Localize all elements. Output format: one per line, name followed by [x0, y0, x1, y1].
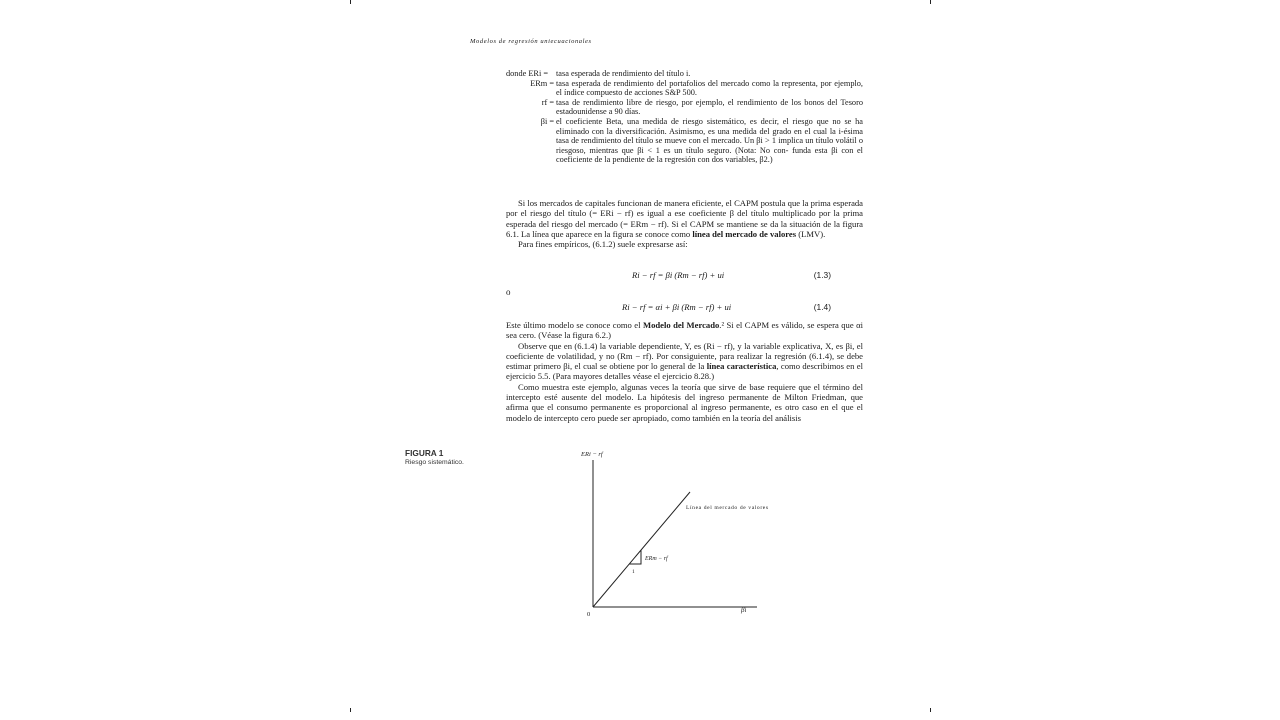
- figure-caption-subtitle: Riesgo sistemático.: [405, 459, 464, 466]
- paragraph-text: (LMV).: [796, 228, 826, 239]
- equation-number: (1.3): [813, 270, 831, 280]
- term-lmv: línea del mercado de valores: [692, 228, 797, 239]
- definition-term: βi =: [540, 116, 554, 126]
- paragraph-text: .² Si el CAPM es válido, se espera que αi sea cero. (Véase la figura 6.2.): [506, 320, 863, 341]
- line-label: Línea del mercado de valores: [686, 505, 769, 511]
- connector-or: o: [506, 287, 511, 297]
- paragraph-text: Este último modelo se conoce como el: [506, 320, 643, 330]
- definition-text: tasa esperada de rendimiento del título i.: [556, 69, 691, 78]
- y-axis-label: ERi − rf: [581, 451, 603, 458]
- paragraph-friedman: Como muestra este ejemplo, algunas veces la teoría que sirve de base requiere que el término del intercepto esté ausente del modelo. La hipótesis del ingreso permanente de Milton Friedman, que afirma que el consumo permanente es proporcional al ingreso permanente, es otro caso en el que el modelo de intercepto cero puede ser apropiado, como también en la teoría del análisis: [506, 381, 863, 423]
- equation-body: Ri − rf = αi + βi (Rm − rf) + ui: [622, 302, 732, 312]
- paragraph-text: , como describimos en el ejercicio 5.5. (Para mayores detalles véase el ejercicio 8.28.): [506, 361, 863, 382]
- figure-caption-title: FIGURA 1: [405, 448, 444, 458]
- equation-number: (1.4): [813, 302, 831, 312]
- definition-term: rf =: [541, 97, 554, 107]
- paragraph-text: Si los mercados de capitales funcionan de manera eficiente, el CAPM postula que la prima esperada por el riesgo del título (= ERi − rf) es igual a ese coeficiente β del título multiplicado por la prima esperada del riesgo del mercado (= ERm − rf). Si el CAPM se mantiene se da la situación de la figura 6.1. La línea que aparece en la figura se conoce como: [506, 198, 863, 239]
- definition-term: ERm =: [530, 78, 554, 88]
- term-characteristic-line: línea característica: [706, 361, 777, 372]
- definition-term: donde ERi =: [506, 69, 549, 78]
- security-market-line: [593, 492, 690, 607]
- paragraph-text: Observe que en (6.1.4) la variable dependiente, Y, es (Ri − rf), y la variable explicativa, X, es βi, el coeficiente de volatilidad, y no (Rm − rf). Por consiguiente, para realizar la regresión (6.1.4), se debe estimar primero βi, el cual se obtiene por lo general de la: [506, 340, 863, 372]
- x-axis-label: βi: [741, 606, 747, 614]
- definition-text: tasa esperada de rendimiento del portafolios del mercado como la representa, por ejemplo, el índice compuesto de acciones S&P 500.: [556, 78, 863, 98]
- origin-label: 0: [587, 611, 591, 618]
- definition-text: tasa de rendimiento libre de riesgo, por ejemplo, el rendimiento de los bonos del Tesoro estadounidense a 90 días.: [556, 97, 863, 117]
- paragraph-empirical: Para fines empíricos, (6.1.2) suele expresarse así:: [518, 239, 688, 250]
- running-header: Modelos de regresión uniecuacionales: [470, 38, 592, 45]
- definition-text: el coeficiente Beta, una medida de riesgo sistemático, es decir, el riesgo que no se ha eliminado con la diversificación. Asimismo, es una medida del grado en el cual la i-ésima tasa de rendimiento del título se mueve con el mercado. Un βi > 1 implica un título volátil o riesgoso, mientras que βi < 1 es un título seguro. (Nota: No con- funda esta βi con el coeficiente de la pendiente de la regresión con dos variables, β2.): [556, 116, 863, 165]
- equation-body: Ri − rf = βi (Rm − rf) + ui: [632, 270, 725, 280]
- triangle-base-label: 1: [632, 569, 635, 575]
- term-market-model: Modelo del Mercado: [642, 320, 720, 330]
- slope-label: ERm − rf: [645, 556, 668, 562]
